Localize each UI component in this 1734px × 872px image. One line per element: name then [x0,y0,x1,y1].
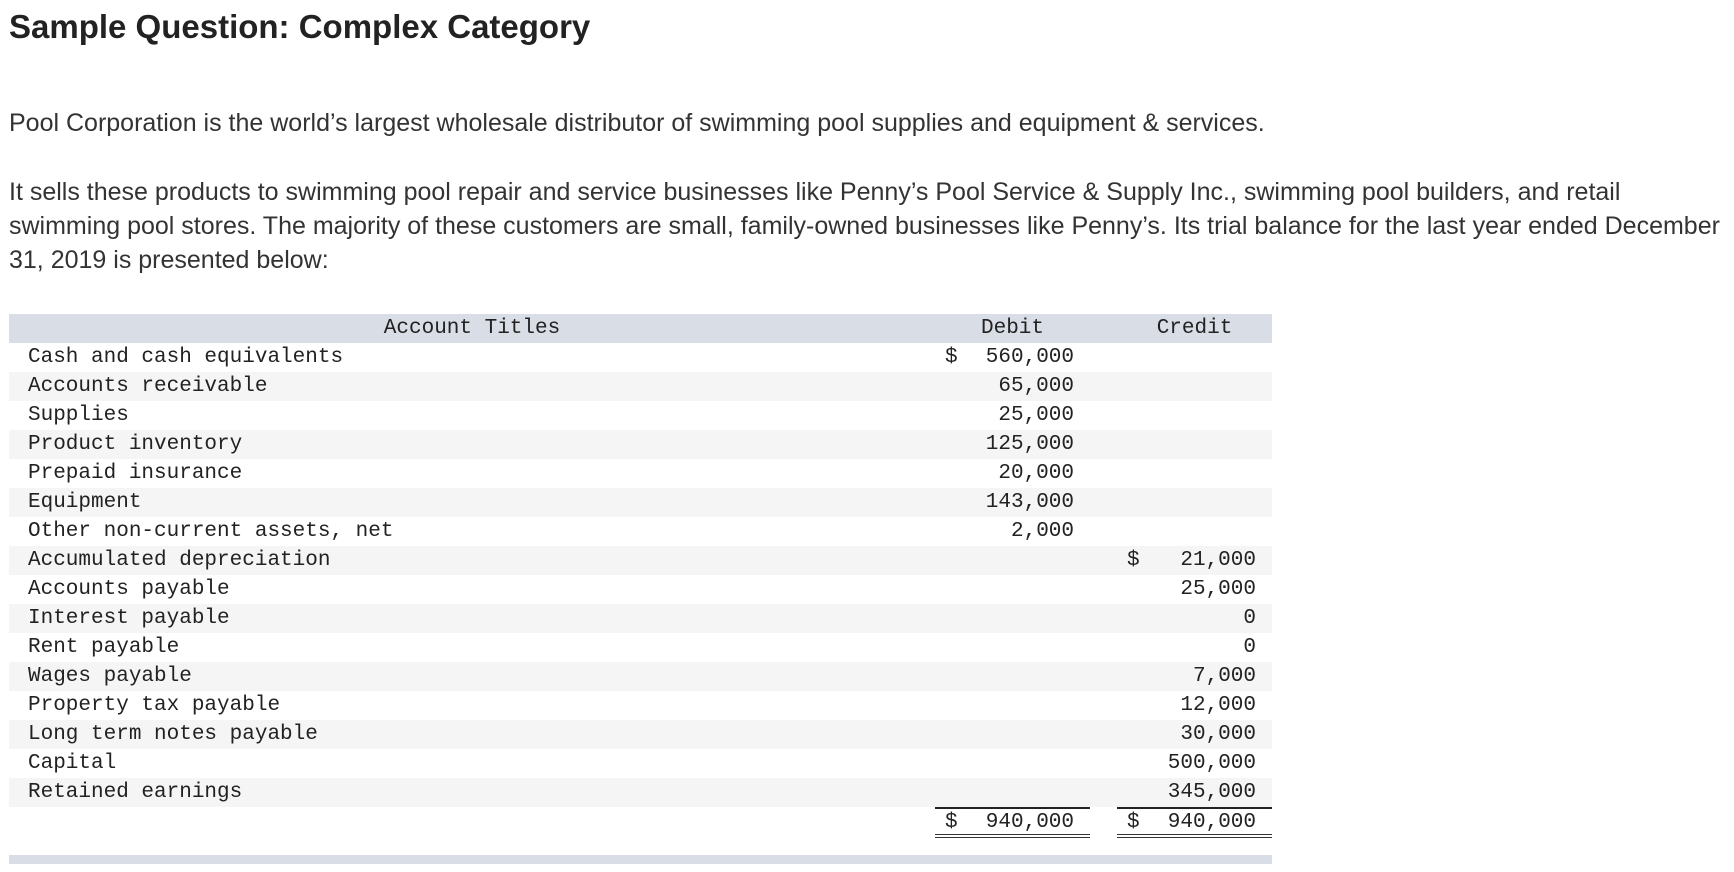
debit-cell: 65,000 [998,375,1074,398]
credit-cell: 500,000 [1167,752,1256,775]
credit-cell [1117,430,1272,459]
credit-cell: 12,000 [1180,694,1256,717]
trial-balance-table [9,314,1272,838]
table-row [9,459,1272,488]
table-row [9,662,1272,691]
header-debit: Debit [980,317,1044,340]
account-title: Long term notes payable [28,723,318,746]
account-title: Cash and cash equivalents [28,346,344,369]
account-title: Other non-current assets, net [28,520,394,543]
credit-cell: $ 21,000 [1127,549,1256,572]
credit-cell [1117,459,1272,488]
table-row [9,430,1272,459]
debit-cell [935,720,1090,749]
table-row [9,575,1272,604]
credit-cell [1117,488,1272,517]
account-title: Capital [28,752,117,775]
account-title: Accounts receivable [28,375,268,398]
debit-cell: 2,000 [1010,520,1074,543]
table-row [9,720,1272,749]
totals-row [9,807,1272,838]
table-row [9,691,1272,720]
credit-cell [1117,517,1272,546]
credit-cell: 30,000 [1180,723,1256,746]
credit-cell: 25,000 [1180,578,1256,601]
page-title: Sample Question: Complex Category [9,8,591,45]
table-row [9,546,1272,575]
table-row [9,517,1272,546]
credit-cell [1117,372,1272,401]
header-account-titles: Account Titles [383,317,561,340]
table-row [9,401,1272,430]
debit-cell [935,778,1090,807]
debit-cell: 25,000 [998,404,1074,427]
account-title: Accounts payable [28,578,230,601]
table-row [9,604,1272,633]
credit-cell: 0 [1243,636,1256,659]
debit-cell: $ 560,000 [945,346,1074,369]
account-title: Rent payable [28,636,180,659]
debit-cell: 20,000 [998,462,1074,485]
table-footer-bar [9,855,1272,864]
debit-cell [935,662,1090,691]
debit-cell [935,691,1090,720]
debit-cell [935,749,1090,778]
account-title: Accumulated depreciation [28,549,331,572]
table-header [9,314,1272,343]
table-row [9,488,1272,517]
credit-cell: 345,000 [1167,781,1256,804]
debit-cell [935,633,1090,662]
credit-cell [1117,343,1272,372]
table-row [9,343,1272,372]
credit-cell: 0 [1243,607,1256,630]
account-title: Retained earnings [28,781,243,804]
debit-cell [935,546,1090,575]
table-row [9,778,1272,807]
header-credit: Credit [1156,317,1233,340]
debit-cell [935,604,1090,633]
debit-cell [935,575,1090,604]
credit-cell [1117,401,1272,430]
account-title: Wages payable [28,665,192,688]
account-title: Product inventory [28,433,243,456]
account-title: Supplies [28,404,129,427]
account-title: Property tax payable [28,694,281,717]
account-title: Equipment [28,491,142,514]
total-debit: $ 940,000 [935,807,1090,838]
description-paragraph: It sells these products to swimming pool repair and service businesses like Penny’s Pool Service & Supply Inc., swimming pool builders, and retail swimming pool stores. The majority of these customers are small, family-owned businesses like Penny’s. Its trial balance for the last year ended December 31, 2019 is presented below: [9,178,1720,274]
debit-cell: 143,000 [985,491,1074,514]
total-credit: $ 940,000 [1117,807,1272,838]
account-title: Prepaid insurance [28,462,243,485]
table-row [9,749,1272,778]
intro-paragraph: Pool Corporation is the world’s largest wholesale distributor of swimming pool supplies and equipment & services. [9,109,1265,137]
credit-cell: 7,000 [1192,665,1256,688]
table-row [9,633,1272,662]
table-row [9,372,1272,401]
account-title: Interest payable [28,607,230,630]
debit-cell: 125,000 [985,433,1074,456]
